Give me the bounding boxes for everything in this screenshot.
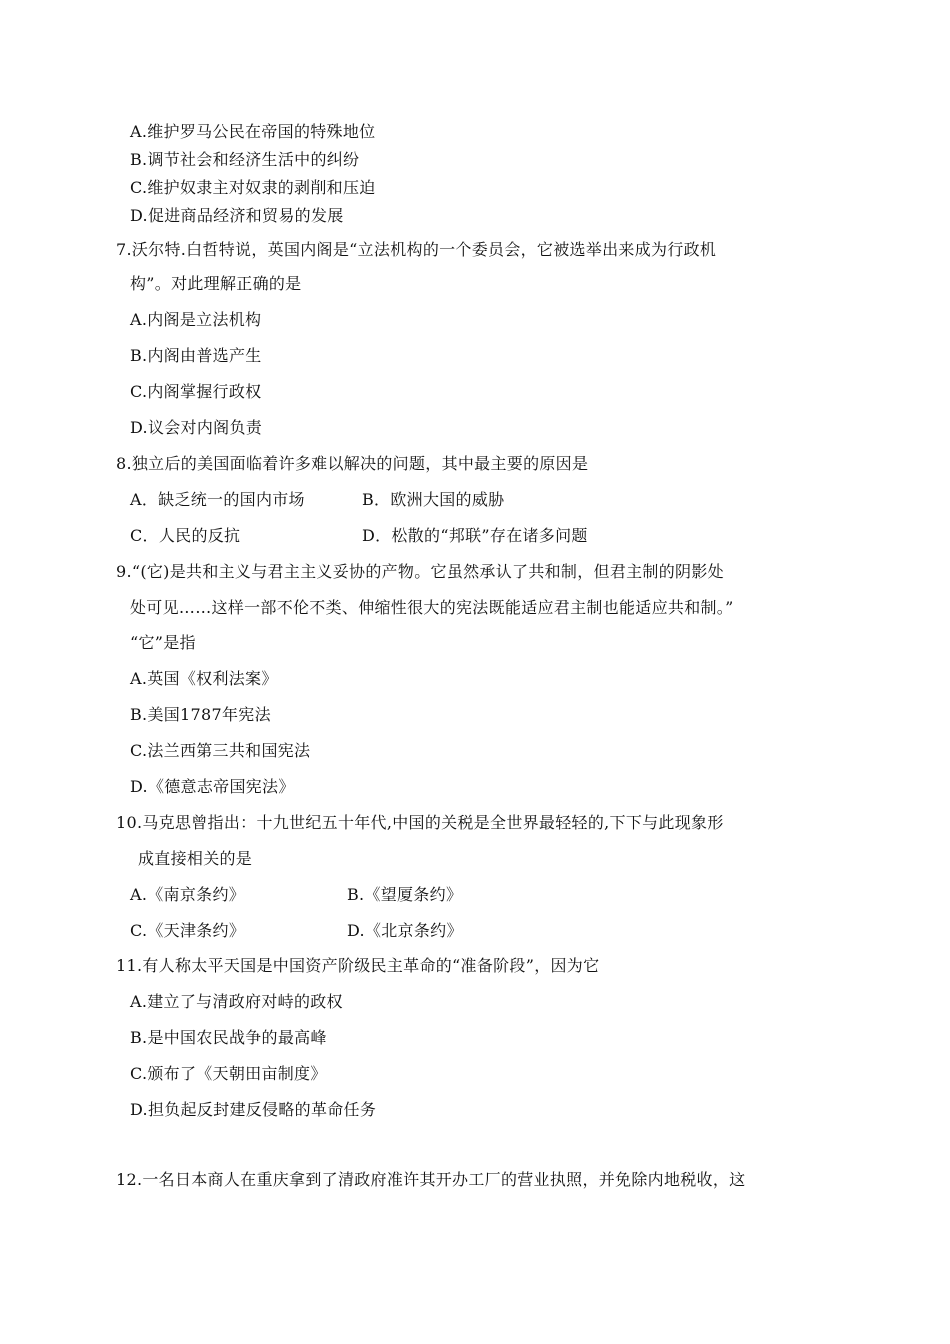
q7-stem-line2: 构”。对此理解正确的是 — [130, 274, 302, 293]
q7-option-a: A.内阁是立法机构 — [130, 310, 262, 329]
q8-option-a: A．缺乏统一的国内市场 — [130, 490, 305, 509]
q8-option-c: C．人民的反抗 — [130, 526, 241, 545]
q10-stem-line2: 成直接相关的是 — [138, 849, 253, 868]
q8-option-b: B．欧洲大国的威胁 — [362, 490, 505, 509]
q11-option-a: A.建立了与清政府对峙的政权 — [130, 992, 343, 1011]
q7-stem-line1: 7.沃尔特.白哲特说，英国内阁是“立法机构的一个委员会，它被选举出来成为行政机 — [116, 240, 717, 259]
q9-stem-line2: 处可见……这样一部不伦不类、伸缩性很大的宪法既能适应君主制也能适应共和制。” — [130, 598, 734, 617]
q7-option-c: C.内阁掌握行政权 — [130, 382, 262, 401]
q10-option-b: B.《望厦条约》 — [347, 885, 463, 904]
q9-option-d: D.《德意志帝国宪法》 — [130, 777, 295, 796]
q9-stem-line1: 9.“(它)是共和主义与君主主义妥协的产物。它虽然承认了共和制，但君主制的阴影处 — [116, 562, 724, 581]
q9-option-c: C.法兰西第三共和国宪法 — [130, 741, 311, 760]
q11-option-c: C.颁布了《天朝田亩制度》 — [130, 1064, 327, 1083]
q12-stem-line1: 12.一名日本商人在重庆拿到了清政府准许其开办工厂的营业执照，并免除内地税收，这 — [116, 1170, 746, 1189]
q7-option-d: D.议会对内阁负责 — [130, 418, 263, 437]
q10-option-a: A.《南京条约》 — [130, 885, 246, 904]
q8-option-d: D．松散的“邦联”存在诸多问题 — [362, 526, 588, 545]
q6-option-b: B.调节社会和经济生活中的纠纷 — [130, 150, 360, 169]
q10-option-c: C.《天津条约》 — [130, 921, 246, 940]
q11-option-d: D.担负起反封建反侵略的革命任务 — [130, 1100, 377, 1119]
q10-stem-line1: 10.马克思曾指出：十九世纪五十年代,中国的关税是全世界最轻轻的,下下与此现象形 — [116, 813, 724, 832]
q9-option-a: A.英国《权利法案》 — [130, 669, 278, 688]
q9-option-b: B.美国1787年宪法 — [130, 705, 271, 724]
q10-option-d: D.《北京条约》 — [347, 921, 463, 940]
q6-option-c: C.维护奴隶主对奴隶的剥削和压迫 — [130, 178, 376, 197]
q6-option-d: D.促进商品经济和贸易的发展 — [130, 206, 344, 225]
q8-stem: 8.独立后的美国面临着许多难以解决的问题，其中最主要的原因是 — [116, 454, 589, 473]
q6-option-a: A.维护罗马公民在帝国的特殊地位 — [130, 122, 376, 141]
q9-stem-line3: “它”是指 — [130, 633, 196, 652]
q11-option-b: B.是中国农民战争的最高峰 — [130, 1028, 327, 1047]
q11-stem: 11.有人称太平天国是中国资产阶级民主革命的“准备阶段”，因为它 — [116, 956, 600, 975]
q7-option-b: B.内阁由普选产生 — [130, 346, 262, 365]
